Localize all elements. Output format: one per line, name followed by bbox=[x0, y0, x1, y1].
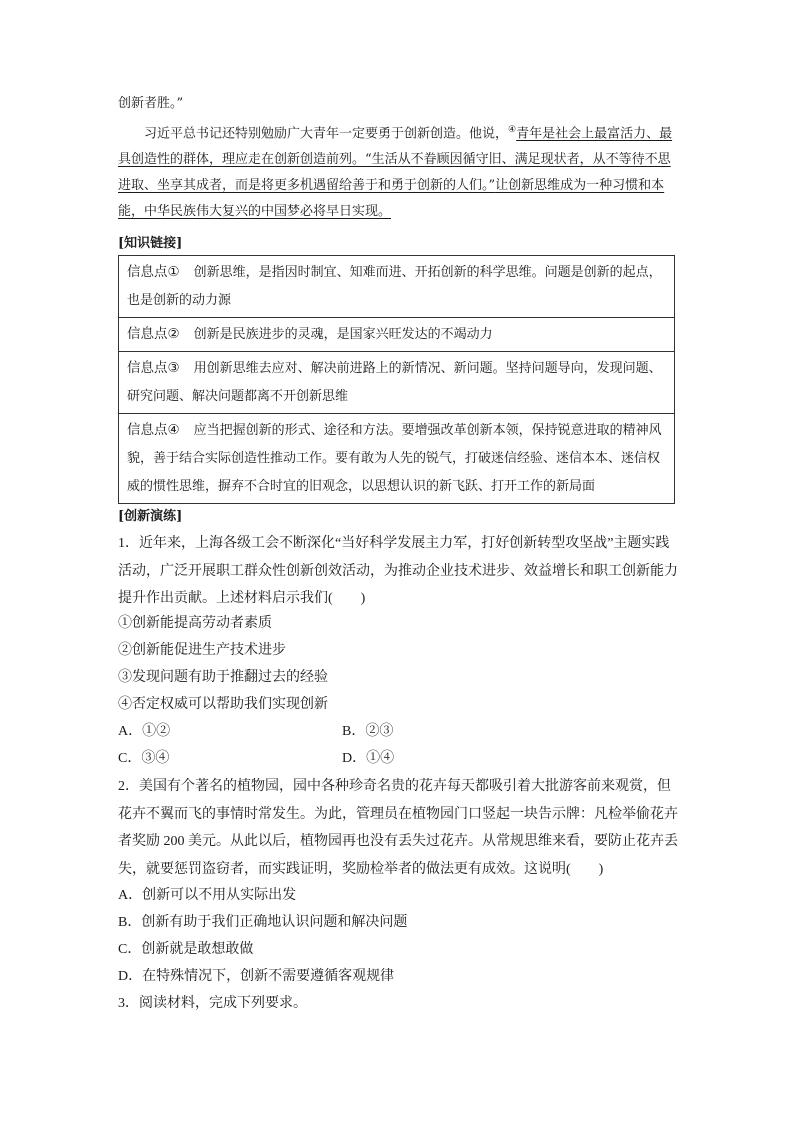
info-point-label: 信息点① bbox=[127, 264, 180, 279]
q1-option-c: C．③④ bbox=[118, 751, 170, 766]
q1-item-3: ③发现问题有助于推翻过去的经验 bbox=[118, 670, 328, 685]
question-3-stem: 3．阅读材料，完成下列要求。 bbox=[118, 996, 307, 1011]
knowledge-table bbox=[118, 255, 675, 504]
q1-option-d: D．①④ bbox=[342, 751, 395, 766]
passage-text-3: 让创新思维成为一种习惯和本能，中华民族伟大复兴的中国梦必将早日实现。 bbox=[118, 178, 665, 220]
info-point-label: 信息点② bbox=[127, 326, 180, 341]
q2-option-b: B．创新有助于我们正确地认识问题和解决问题 bbox=[118, 915, 408, 930]
info-point-text: 创新思维，是指因时制宜、知难而进、开拓创新的科学思维。问题是创新的起点，也是创新的动力源 bbox=[127, 265, 662, 308]
q2-option-d: D．在特殊情况下，创新不需要遵循客观规律 bbox=[118, 969, 395, 984]
knowledge-heading: [知识链接] bbox=[118, 236, 183, 251]
passage-text-1: 习近平总书记还特别勉励广大青年一定要勇于创新创造。他说， bbox=[144, 126, 509, 142]
passage-line-0: 创新者胜。” bbox=[118, 96, 184, 111]
knowledge-row bbox=[119, 414, 675, 504]
question-2-stem: 2．美国有个著名的植物园，园中各种珍奇名贵的花卉每天都吸引着大批游客前来观赏，但花卉不翼而飞的事情时常发生。为此，管理员在植物园门口竖起一块告示牌：凡检举偷花卉者奖励 200 美元。从此以后，植物园再也没有丢失过花卉。从常规思维来看，要防止花卉丢失，就要惩罚盗窃者，而实践证明，奖励检举者的做法更有成效。这说明( ) bbox=[118, 779, 678, 877]
knowledge-cell bbox=[119, 318, 675, 352]
q1-item-4: ④否定权威可以帮助我们实现创新 bbox=[118, 697, 328, 712]
knowledge-cell bbox=[119, 352, 675, 414]
passage-underlined-quote: 青年是社会上最富活力、最具创造性的群体，理应走在创新创造前列。“生活从不眷顾因循守旧、满足现状者，从不等待不思进取、坐享其成者，而是将更多机遇留给善于和勇于创新的人们。” bbox=[118, 126, 673, 194]
practice-heading: [创新演练] bbox=[118, 509, 183, 524]
info-point-text: 创新是民族进步的灵魂，是国家兴旺发达的不竭动力 bbox=[193, 327, 493, 342]
q1-option-a: A．①② bbox=[118, 724, 171, 739]
q2-option-a: A．创新可以不用从实际出发 bbox=[118, 888, 297, 903]
knowledge-cell bbox=[119, 414, 675, 504]
passage-paragraph bbox=[118, 117, 678, 225]
q1-item-1: ①创新能提高劳动者素质 bbox=[118, 616, 272, 631]
info-point-text: 用创新思维去应对、解决前进路上的新情况、新问题。坚持问题导向，发现问题、研究问题、解决问题都离不开创新思维 bbox=[127, 361, 662, 404]
knowledge-row bbox=[119, 256, 675, 318]
knowledge-row bbox=[119, 318, 675, 352]
knowledge-cell bbox=[119, 256, 675, 318]
q1-option-b: B．②③ bbox=[342, 724, 394, 739]
question-1-stem: 1．近年来，上海各级工会不断深化“当好科学发展主力军，打好创新转型攻坚战”主题实践活动，广泛开展职工群众性创新创效活动，为推动企业技术进步、效益增长和职工创新能力提升作出贡献。上述材料启示我们( ) bbox=[118, 536, 678, 606]
circled-four-mark: ④ bbox=[508, 125, 517, 135]
q1-item-2: ②创新能促进生产技术进步 bbox=[118, 643, 286, 658]
info-point-label: 信息点④ bbox=[127, 422, 180, 437]
info-point-text: 应当把握创新的形式、途径和方法。要增强改革创新本领，保持锐意进取的精神风貌，善于结合实际创造性推动工作。要有敢为人先的锐气，打破迷信经验、迷信本本、迷信权威的惯性思维，摒弃不合时宜的旧观念，以思想认识的新飞跃、打开工作的新局面 bbox=[127, 423, 662, 494]
knowledge-row bbox=[119, 352, 675, 414]
info-point-label: 信息点③ bbox=[127, 360, 180, 375]
q2-option-c: C．创新就是敢想敢做 bbox=[118, 942, 254, 957]
